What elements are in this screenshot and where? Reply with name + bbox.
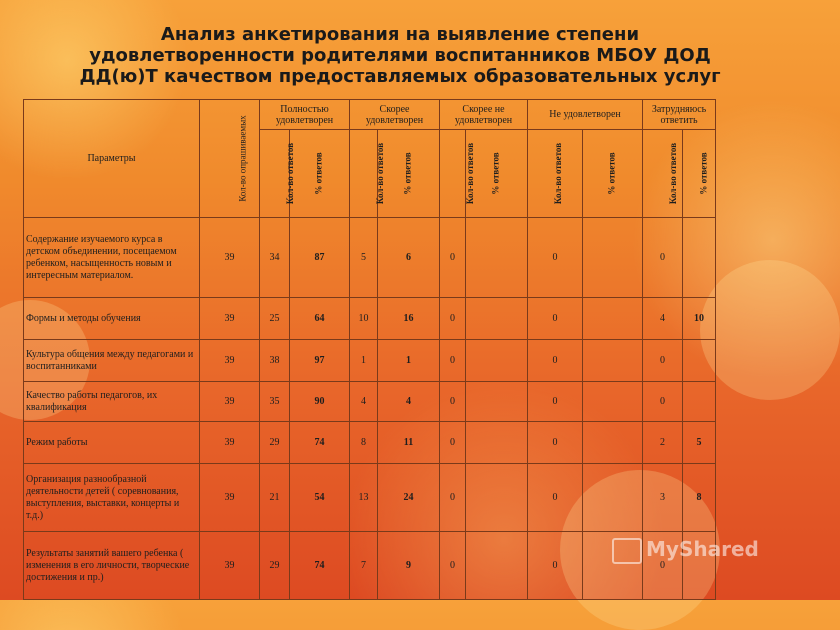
cell-c2: 5 bbox=[350, 218, 378, 298]
sub-pct-4 bbox=[583, 130, 643, 218]
sub-pct-1 bbox=[290, 130, 350, 218]
cell-c4: 0 bbox=[528, 422, 583, 464]
cell-p3 bbox=[466, 532, 528, 600]
survey-table bbox=[23, 99, 716, 600]
cell-c1: 34 bbox=[260, 218, 290, 298]
row-parameter: Формы и методы обучения bbox=[24, 298, 200, 340]
table-row bbox=[24, 218, 716, 298]
row-parameter: Содержание изучаемого курса в детском объединении, посещаемом ребенком, насыщенность новым и интересным материалом. bbox=[24, 218, 200, 298]
cell-p2: 11 bbox=[378, 422, 440, 464]
cell-c4: 0 bbox=[528, 298, 583, 340]
watermark bbox=[612, 537, 759, 564]
sub-count-label: Кол-во ответов bbox=[375, 142, 386, 205]
sub-pct-2 bbox=[378, 130, 440, 218]
cell-p4 bbox=[583, 382, 643, 422]
cell-p5: 10 bbox=[683, 298, 716, 340]
row-parameter: Культура общения между педагогами и воспитанниками bbox=[24, 340, 200, 382]
cell-c5: 0 bbox=[643, 382, 683, 422]
cell-p4 bbox=[583, 218, 643, 298]
cell-p3 bbox=[466, 218, 528, 298]
cell-p1: 54 bbox=[290, 464, 350, 532]
cell-c1: 25 bbox=[260, 298, 290, 340]
cell-n: 39 bbox=[200, 340, 260, 382]
table-row bbox=[24, 422, 716, 464]
header-row-groups bbox=[24, 100, 716, 130]
cell-n: 39 bbox=[200, 532, 260, 600]
cell-c4: 0 bbox=[528, 218, 583, 298]
cell-c4: 0 bbox=[528, 532, 583, 600]
cell-c3: 0 bbox=[440, 298, 466, 340]
cell-c3: 0 bbox=[440, 340, 466, 382]
cell-n: 39 bbox=[200, 422, 260, 464]
cell-c5: 0 bbox=[643, 532, 683, 600]
cell-c5: 0 bbox=[643, 218, 683, 298]
cell-p4 bbox=[583, 340, 643, 382]
sub-count-label: Кол-во ответов bbox=[668, 142, 679, 205]
cell-p2: 24 bbox=[378, 464, 440, 532]
cell-p1: 90 bbox=[290, 382, 350, 422]
sub-count-label: Кол-во ответов bbox=[285, 142, 296, 205]
title-line-2: удовлетворенности родителями воспитанников МБОУ ДОД bbox=[89, 45, 711, 66]
cell-p3 bbox=[466, 464, 528, 532]
row-parameter: Качество работы педагогов, их квалификация bbox=[24, 382, 200, 422]
cell-c1: 21 bbox=[260, 464, 290, 532]
table-row bbox=[24, 340, 716, 382]
cell-p4 bbox=[583, 298, 643, 340]
cell-p3 bbox=[466, 340, 528, 382]
cell-p5: 5 bbox=[683, 422, 716, 464]
header-group-3: Скорее не удовлетворен bbox=[440, 100, 528, 130]
title-line-3: ДД(ю)Т качеством предоставляемых образовательных услуг bbox=[79, 66, 721, 87]
cell-n: 39 bbox=[200, 382, 260, 422]
cell-p5 bbox=[683, 218, 716, 298]
sub-count-2 bbox=[350, 130, 386, 218]
cell-p3 bbox=[466, 382, 528, 422]
header-params: Параметры bbox=[24, 100, 200, 218]
cell-c4: 0 bbox=[528, 382, 583, 422]
sub-pct-label: % ответов bbox=[698, 152, 709, 195]
cell-c3: 0 bbox=[440, 422, 466, 464]
cell-c3: 0 bbox=[440, 532, 466, 600]
cell-c2: 10 bbox=[350, 298, 378, 340]
cell-p5: 8 bbox=[683, 464, 716, 532]
sub-count-label: Кол-во ответов bbox=[465, 142, 476, 205]
table-row bbox=[24, 298, 716, 340]
sub-pct-label: % ответов bbox=[402, 152, 413, 195]
cell-c1: 29 bbox=[260, 532, 290, 600]
cell-p3 bbox=[466, 422, 528, 464]
sub-count-label: Кол-во ответов bbox=[553, 142, 564, 205]
header-group-5: Затрудняюсь ответить bbox=[643, 100, 716, 130]
cell-p4 bbox=[583, 464, 643, 532]
cell-p2: 1 bbox=[378, 340, 440, 382]
sub-count-1 bbox=[260, 130, 296, 218]
sub-count-3 bbox=[440, 130, 476, 218]
header-group-4: Не удовлетворен bbox=[528, 100, 643, 130]
cell-c1: 29 bbox=[260, 422, 290, 464]
cell-c2: 7 bbox=[350, 532, 378, 600]
cell-p1: 74 bbox=[290, 532, 350, 600]
cell-p2: 6 bbox=[378, 218, 440, 298]
cell-p4 bbox=[583, 422, 643, 464]
watermark-text: MyShared bbox=[646, 537, 759, 561]
cell-p1: 87 bbox=[290, 218, 350, 298]
cell-c1: 38 bbox=[260, 340, 290, 382]
cell-p2: 4 bbox=[378, 382, 440, 422]
cell-c5: 3 bbox=[643, 464, 683, 532]
cell-c2: 1 bbox=[350, 340, 378, 382]
cell-c2: 4 bbox=[350, 382, 378, 422]
cell-p3 bbox=[466, 298, 528, 340]
slide-title bbox=[0, 24, 800, 87]
sub-pct-label: % ответов bbox=[491, 152, 502, 195]
row-parameter: Режим работы bbox=[24, 422, 200, 464]
sub-pct-5 bbox=[683, 130, 716, 218]
cell-p5 bbox=[683, 382, 716, 422]
cell-c5: 0 bbox=[643, 340, 683, 382]
table-row bbox=[24, 382, 716, 422]
title-line-1: Анализ анкетирования на выявление степени bbox=[160, 24, 640, 45]
cell-p1: 74 bbox=[290, 422, 350, 464]
cell-c3: 0 bbox=[440, 218, 466, 298]
row-parameter: Организация разнообразной деятельности детей ( соревнования, выступления, выставки, концерты и т.д.) bbox=[24, 464, 200, 532]
cell-n: 39 bbox=[200, 218, 260, 298]
header-group-1: Полностью удовлетворен bbox=[260, 100, 350, 130]
cell-c4: 0 bbox=[528, 340, 583, 382]
cell-c4: 0 bbox=[528, 464, 583, 532]
header-respondents bbox=[200, 100, 260, 218]
table-row bbox=[24, 464, 716, 532]
cell-c2: 13 bbox=[350, 464, 378, 532]
cell-c2: 8 bbox=[350, 422, 378, 464]
cell-n: 39 bbox=[200, 464, 260, 532]
bokeh-light bbox=[700, 260, 840, 400]
sub-pct-label: % ответов bbox=[313, 152, 324, 195]
cell-p1: 64 bbox=[290, 298, 350, 340]
cell-c1: 35 bbox=[260, 382, 290, 422]
row-parameter: Результаты занятий вашего ребенка ( изменения в его личности, творческие достижения и пр.) bbox=[24, 532, 200, 600]
sub-pct-label: % ответов bbox=[607, 152, 618, 195]
cell-c3: 0 bbox=[440, 382, 466, 422]
cell-p5 bbox=[683, 340, 716, 382]
header-group-2: Скорее удовлетворен bbox=[350, 100, 440, 130]
sub-count-4 bbox=[528, 130, 583, 218]
header-respondents-label: Кол-во опрашиваемых bbox=[237, 115, 248, 202]
cell-c5: 2 bbox=[643, 422, 683, 464]
cell-p2: 16 bbox=[378, 298, 440, 340]
cell-c3: 0 bbox=[440, 464, 466, 532]
cell-p1: 97 bbox=[290, 340, 350, 382]
watermark-logo-icon bbox=[612, 538, 642, 564]
sub-count-5 bbox=[643, 130, 683, 218]
cell-n: 39 bbox=[200, 298, 260, 340]
cell-p2: 9 bbox=[378, 532, 440, 600]
cell-c5: 4 bbox=[643, 298, 683, 340]
